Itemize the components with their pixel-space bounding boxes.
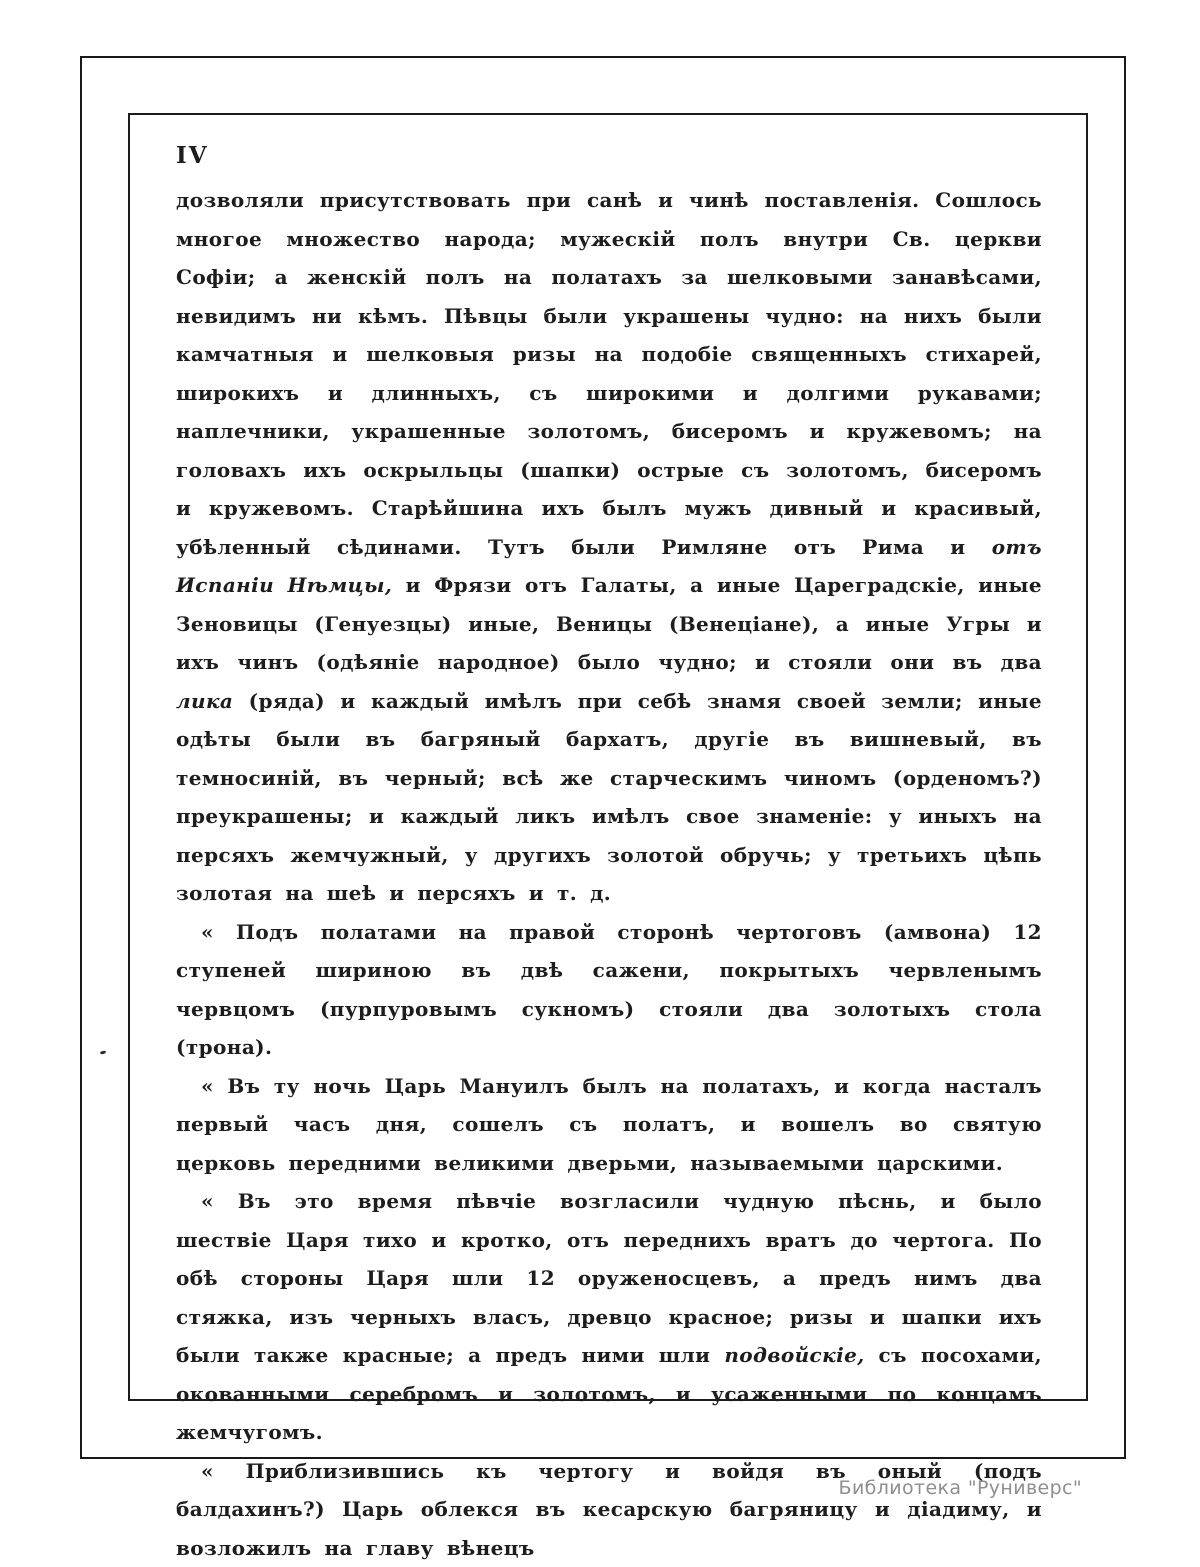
text-run: « Приблизившись къ чертогу и войдя въ оный (подъ балдахинъ?) Царь облекся въ кесарскую багряницу и діадиму, и возложилъ на главу вѣнецъ (176, 1459, 1042, 1560)
page-number: IV (176, 142, 209, 169)
paragraph (176, 181, 1042, 913)
italic-text-run: отъ Испаніи Нѣмцы, (176, 535, 1042, 598)
text-run: съ посохами, окованными серебромъ и золотомъ, и усаженными по концамъ жемчугомъ. (176, 1343, 1042, 1444)
text-run: дозволяли присутствовать при санѣ и чинѣ поставленія. Сошлось многое множество народа; мужескій полъ внутри Св. церкви Софіи; а женскій полъ на полатахъ за шелковыми занавѣсами, невидимъ ни кѣмъ. Пѣвцы были украшены чудно: на нихъ были камчатныя и шелковыя ризы на подобіе священныхъ стихарей, широкихъ и длинныхъ, съ широкими и долгими рукавами; наплечники, украшенные золотомъ, бисеромъ и кружевомъ; на головахъ ихъ оскрыльцы (шапки) острые съ золотомъ, бисеромъ и кружевомъ. Старѣйшина ихъ былъ мужъ дивный и красивый, убѣленный сѣдинами. Тутъ были Римляне отъ Рима и (176, 188, 1042, 559)
italic-text-run: лика (176, 689, 233, 713)
paragraph (176, 1452, 1042, 1567)
watermark: Библиотека "Руниверс" (839, 1477, 1082, 1499)
text-block (176, 181, 1042, 1567)
text-run: (ряда) и каждый имѣлъ при себѣ знамя своей земли; иные одѣты были въ багряный бархатъ, другіе въ вишневый, въ темносиній, въ черный; всѣ же старческимъ чиномъ (орденомъ?) преукрашены; и каждый ликъ имѣлъ свое знаменіе: у иныхъ на персяхъ жемчужный, у другихъ золотой обручь; у третьихъ цѣпь золотая на шеѣ и персяхъ и т. д. (176, 689, 1042, 906)
text-run: « Въ ту ночь Царь Мануилъ былъ на полатахъ, и когда насталъ первый часъ дня, сошелъ съ полатъ, и вошелъ во святую церковь передними великими дверьми, называемыми царскими. (176, 1074, 1042, 1175)
italic-text-run: подвойскіе, (724, 1343, 864, 1367)
text-run: « Подъ полатами на правой сторонѣ чертоговъ (амвона) 12 ступеней шириною въ двѣ сажени, покрытыхъ червленымъ червцомъ (пурпуровымъ сукномъ) стояли два золотыхъ стола (трона). (176, 920, 1042, 1060)
paragraph (176, 1182, 1042, 1452)
text-run: « Въ это время пѣвчіе возгласили чудную пѣснь, и было шествіе Царя тихо и кротко, отъ переднихъ вратъ до чертога. По обѣ стороны Царя шли 12 оруженосцевъ, а предъ нимъ два стяжка, изъ черныхъ власъ, древцо красное; ризы и шапки ихъ были также красные; а предъ ними шли (176, 1189, 1042, 1367)
text-run: и Фрязи отъ Галаты, а иные Цареградскіе, иные Зеновицы (Генуезцы) иные, Веницы (Венеціане), а иные Угры и ихъ чинъ (одѣяніе народное) было чудно; и стояли они въ два (176, 573, 1042, 674)
paragraph (176, 1067, 1042, 1183)
paragraph (176, 913, 1042, 1067)
